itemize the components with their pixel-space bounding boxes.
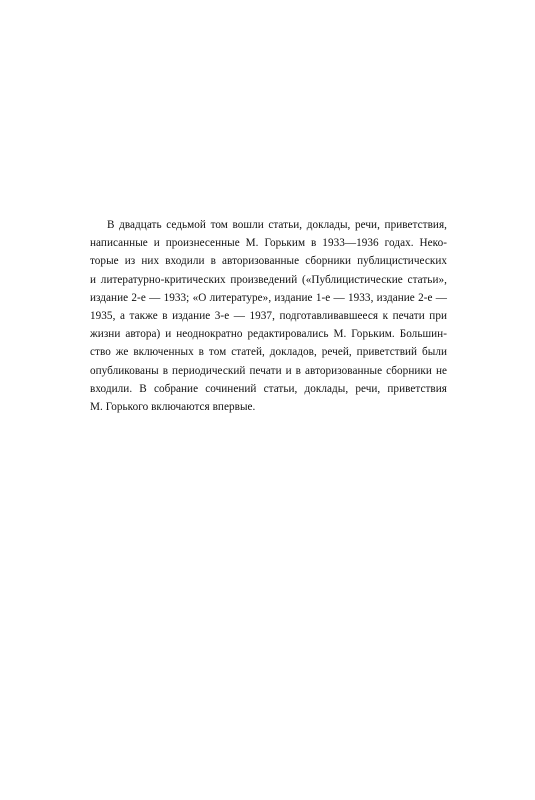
text-line: 1935, а также в издание 3-е — 1937, подготавливавшееся к печати при [90,309,447,322]
text-line: и литературно-критических произведений («Публицистические статьи», [90,273,447,286]
preface-paragraph [90,216,447,416]
text-line: В двадцать седьмой том вошли статьи, доклады, речи, приветствия, [107,219,447,231]
text-line: написанные и произнесенные М. Горьким в 1933—1936 годах. Неко- [90,237,447,250]
text-line: М. Горького включаются впервые. [90,400,256,413]
text-line: опубликованы в периодический печати и в авторизованные сборники не [90,364,447,377]
text-line: издание 2-е — 1933; «О литературе», издание 1-е — 1933, издание 2-е — [90,291,447,304]
text-line: торые из них входили в авторизованные сборники публицистических [90,255,447,268]
text-line: входили. В собрание сочинений статьи, доклады, речи, приветствия [90,382,447,395]
text-line: жизни автора) и неоднократно редактировались М. Горьким. Большин- [90,328,447,341]
text-line: ство же включенных в том статей, докладов, речей, приветствий были [90,346,447,359]
